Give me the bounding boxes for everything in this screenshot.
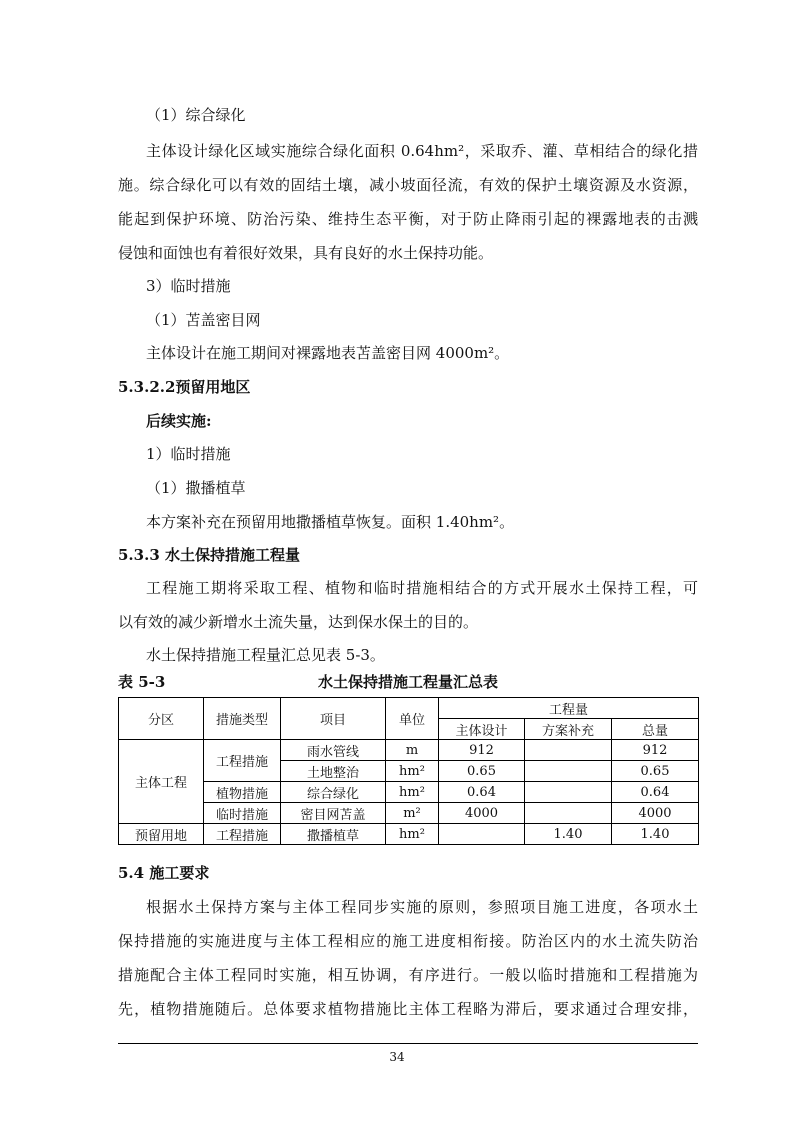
header-main-design: 主体设计 bbox=[439, 719, 525, 740]
table-row bbox=[119, 803, 699, 824]
item-cell: 综合绿化 bbox=[281, 782, 386, 803]
table-row bbox=[119, 740, 699, 761]
subheading-comprehensive-greening: （1）综合绿化 bbox=[146, 106, 246, 124]
supplement-cell bbox=[525, 761, 612, 782]
header-unit: 单位 bbox=[386, 698, 439, 740]
total-cell: 4000 bbox=[612, 803, 699, 824]
footer-divider bbox=[118, 1043, 698, 1044]
paragraph-line: 保持措施的实施进度与主体工程相应的施工进度相衔接。防治区内的水土流失防治 bbox=[118, 932, 698, 950]
measure-type-cell: 工程措施 bbox=[204, 824, 281, 845]
unit-cell: m² bbox=[386, 803, 439, 824]
page-number: 34 bbox=[389, 1050, 405, 1064]
paragraph-line: 施。综合绿化可以有效的固结土壤，减小坡面径流，有效的保护土壤资源及水资源， bbox=[118, 176, 698, 194]
measure-type-cell: 临时措施 bbox=[204, 803, 281, 824]
paragraph-line: 先，植物措施随后。总体要求植物措施比主体工程略为滞后，要求通过合理安排， bbox=[118, 1000, 698, 1018]
section-heading-reserved-land: 5.3.2.2预留用地区 bbox=[118, 378, 251, 396]
unit-cell: hm² bbox=[386, 782, 439, 803]
supplement-cell bbox=[525, 803, 612, 824]
unit-cell: m bbox=[386, 740, 439, 761]
main-design-cell bbox=[439, 824, 525, 845]
paragraph-line: 本方案补充在预留用地撒播植草恢复。面积 1.40hm²。 bbox=[146, 513, 515, 531]
section-heading-construction-requirements: 5.4 施工要求 bbox=[118, 864, 210, 882]
total-cell: 912 bbox=[612, 740, 699, 761]
paragraph-line: 根据水土保持方案与主体工程同步实施的原则，参照项目施工进度，各项水土 bbox=[146, 898, 698, 916]
paragraph-line: 能起到保护环境、防治污染、维持生态平衡，对于防止降雨引起的裸露地表的击溅 bbox=[118, 210, 698, 228]
unit-cell: hm² bbox=[386, 761, 439, 782]
zone-cell: 主体工程 bbox=[119, 740, 204, 824]
paragraph-line: 措施配合主体工程同时实施，相互协调，有序进行。一般以临时措施和工程措施为 bbox=[118, 966, 698, 984]
item-cell: 撒播植草 bbox=[281, 824, 386, 845]
header-supplement: 方案补充 bbox=[525, 719, 612, 740]
supplement-cell bbox=[525, 740, 612, 761]
supplement-cell: 1.40 bbox=[525, 824, 612, 845]
table-title: 水土保持措施工程量汇总表 bbox=[317, 673, 498, 691]
item-cell: 密目网苫盖 bbox=[281, 803, 386, 824]
paragraph-line: 水土保持措施工程量汇总见表 5-3。 bbox=[146, 646, 385, 664]
subheading-temporary-measures: 3）临时措施 bbox=[146, 277, 231, 295]
paragraph-line: 以有效的减少新增水土流失量，达到保水保土的目的。 bbox=[118, 613, 479, 631]
item-cell: 雨水管线 bbox=[281, 740, 386, 761]
main-design-cell: 4000 bbox=[439, 803, 525, 824]
header-quantity: 工程量 bbox=[439, 698, 699, 719]
item-cell: 土地整治 bbox=[281, 761, 386, 782]
zone-cell: 预留用地 bbox=[119, 824, 204, 845]
paragraph-line: 主体设计在施工期间对裸露地表苫盖密目网 4000m²。 bbox=[146, 344, 510, 362]
unit-cell: hm² bbox=[386, 824, 439, 845]
total-cell: 0.64 bbox=[612, 782, 699, 803]
main-design-cell: 0.64 bbox=[439, 782, 525, 803]
total-cell: 0.65 bbox=[612, 761, 699, 782]
paragraph-line: 工程施工期将采取工程、植物和临时措施相结合的方式开展水土保持工程，可 bbox=[146, 579, 698, 597]
section-heading-quantities: 5.3.3 水土保持措施工程量 bbox=[118, 546, 300, 564]
supplement-cell bbox=[525, 782, 612, 803]
header-item: 项目 bbox=[281, 698, 386, 740]
measure-type-cell: 植物措施 bbox=[204, 782, 281, 803]
table-row bbox=[119, 782, 699, 803]
paragraph-line: 主体设计绿化区域实施综合绿化面积 0.64hm²，采取乔、灌、草相结合的绿化措 bbox=[146, 142, 698, 160]
quantity-summary-table bbox=[118, 697, 699, 845]
table-label: 表 5-3 bbox=[118, 673, 166, 691]
subheading-covering-net: （1）苫盖密目网 bbox=[146, 311, 261, 329]
subheading-grass-seeding: （1）撒播植草 bbox=[146, 479, 246, 497]
main-design-cell: 912 bbox=[439, 740, 525, 761]
paragraph-line: 侵蚀和面蚀也有着很好效果，具有良好的水土保持功能。 bbox=[118, 244, 494, 262]
table-row bbox=[119, 824, 699, 845]
subheading-temporary-measures-2: 1）临时措施 bbox=[146, 445, 231, 463]
header-zone: 分区 bbox=[119, 698, 204, 740]
measure-type-cell: 工程措施 bbox=[204, 740, 281, 782]
main-design-cell: 0.65 bbox=[439, 761, 525, 782]
subheading-follow-up: 后续实施: bbox=[146, 412, 212, 430]
header-total: 总量 bbox=[612, 719, 699, 740]
header-measure-type: 措施类型 bbox=[204, 698, 281, 740]
total-cell: 1.40 bbox=[612, 824, 699, 845]
